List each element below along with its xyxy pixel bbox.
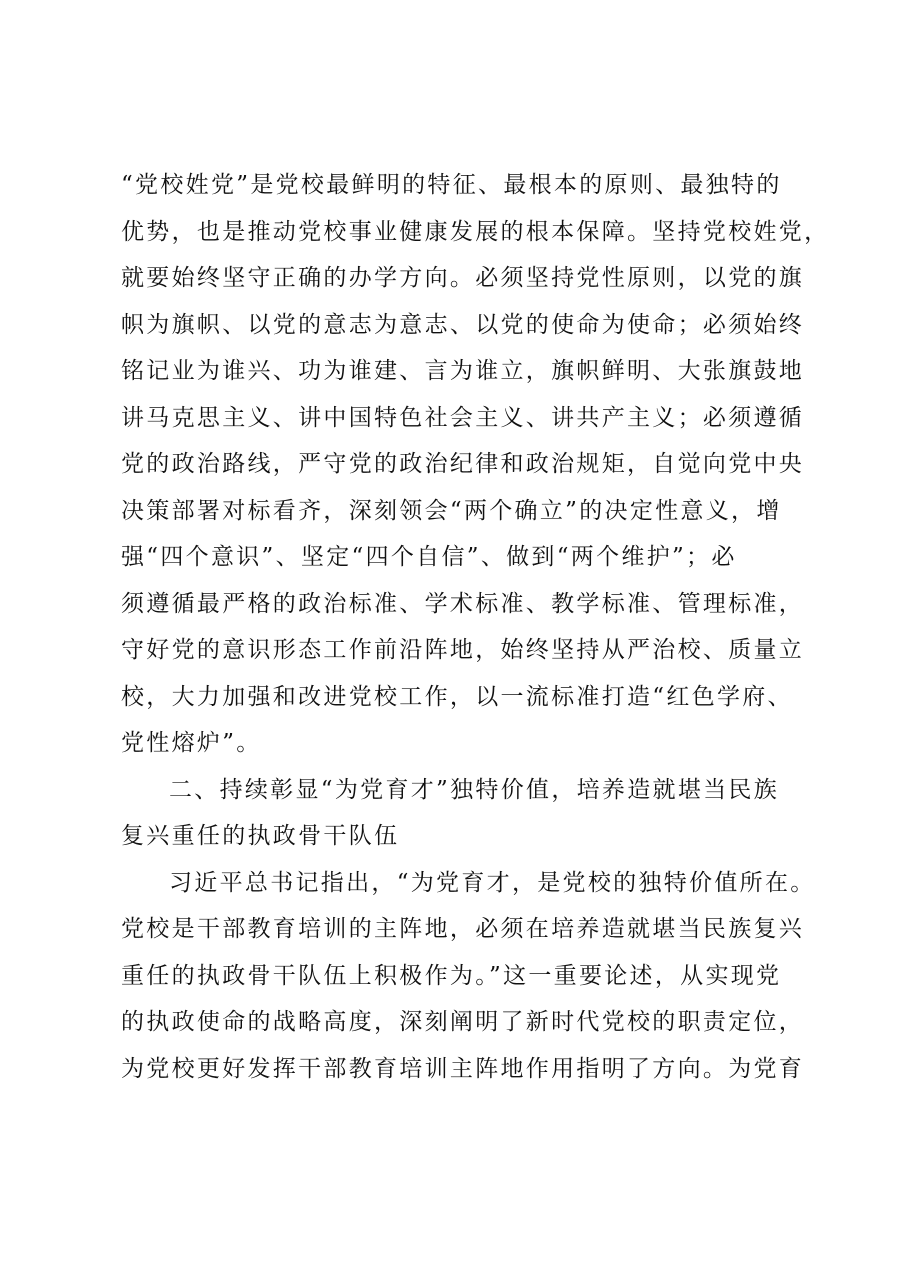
text-line: 优势，也是推动党校事业健康发展的根本保障。坚持党校姓党， [121,218,830,245]
text-line: 党的政治路线，严守党的政治纪律和政治规矩，自觉向党中央 [121,451,805,477]
text-line: 强“四个意识”、坚定“四个自信”、做到“两个维护”；必 [121,544,737,570]
text-line: 为党校更好发挥干部教育培训主阵地作用指明了方向。为党育 [121,1055,805,1082]
text-line: 守好党的意识形态工作前沿阵地，始终坚持从严治校、质量立 [121,637,805,663]
text-line: 帜为旗帜、以党的意志为意志、以党的使命为使命；必须始终 [121,311,805,338]
text-line: 党校是干部教育培训的主阵地，必须在培养造就堪当民族复兴 [121,916,805,942]
document-body [121,166,830,1096]
heading-line: 二、持续彰显“为党育才”独特价值，培养造就堪当民族 [169,776,780,803]
text-line: 校，大力加强和改进党校工作，以一流标准打造“红色学府、 [121,683,793,710]
text-line: 党性熔炉”。 [121,730,262,756]
text-line: 的执政使命的战略高度，深刻阐明了新时代党校的职责定位， [121,1009,805,1035]
text-line: 决策部署对标看齐，深刻领会“两个确立”的决定性意义，增 [121,497,782,524]
text-line: 习近平总书记指出，“为党育才，是党校的独特价值所在。 [169,869,816,896]
paragraph-training-cadres [121,864,816,1097]
text-line: 讲马克思主义、讲中国特色社会主义、讲共产主义；必须遵循 [121,404,805,431]
paragraph-party-school-principle [121,166,830,771]
text-line: 铭记业为谁兴、功为谁建、言为谁立，旗帜鲜明、大张旗鼓地 [121,358,805,384]
heading-line: 复兴重任的执政骨干队伍 [121,823,400,849]
text-line: 就要始终坚守正确的办学方向。必须坚持党性原则，以党的旗 [121,265,805,291]
text-line: 须遵循最严格的政治标准、学术标准、教学标准、管理标准， [121,590,805,617]
text-line: “党校姓党”是党校最鲜明的特征、最根本的原则、最独特的 [121,172,782,198]
section-heading-two [121,771,801,864]
text-line: 重任的执政骨干队伍上积极作为。”这一重要论述，从实现党 [121,962,782,989]
